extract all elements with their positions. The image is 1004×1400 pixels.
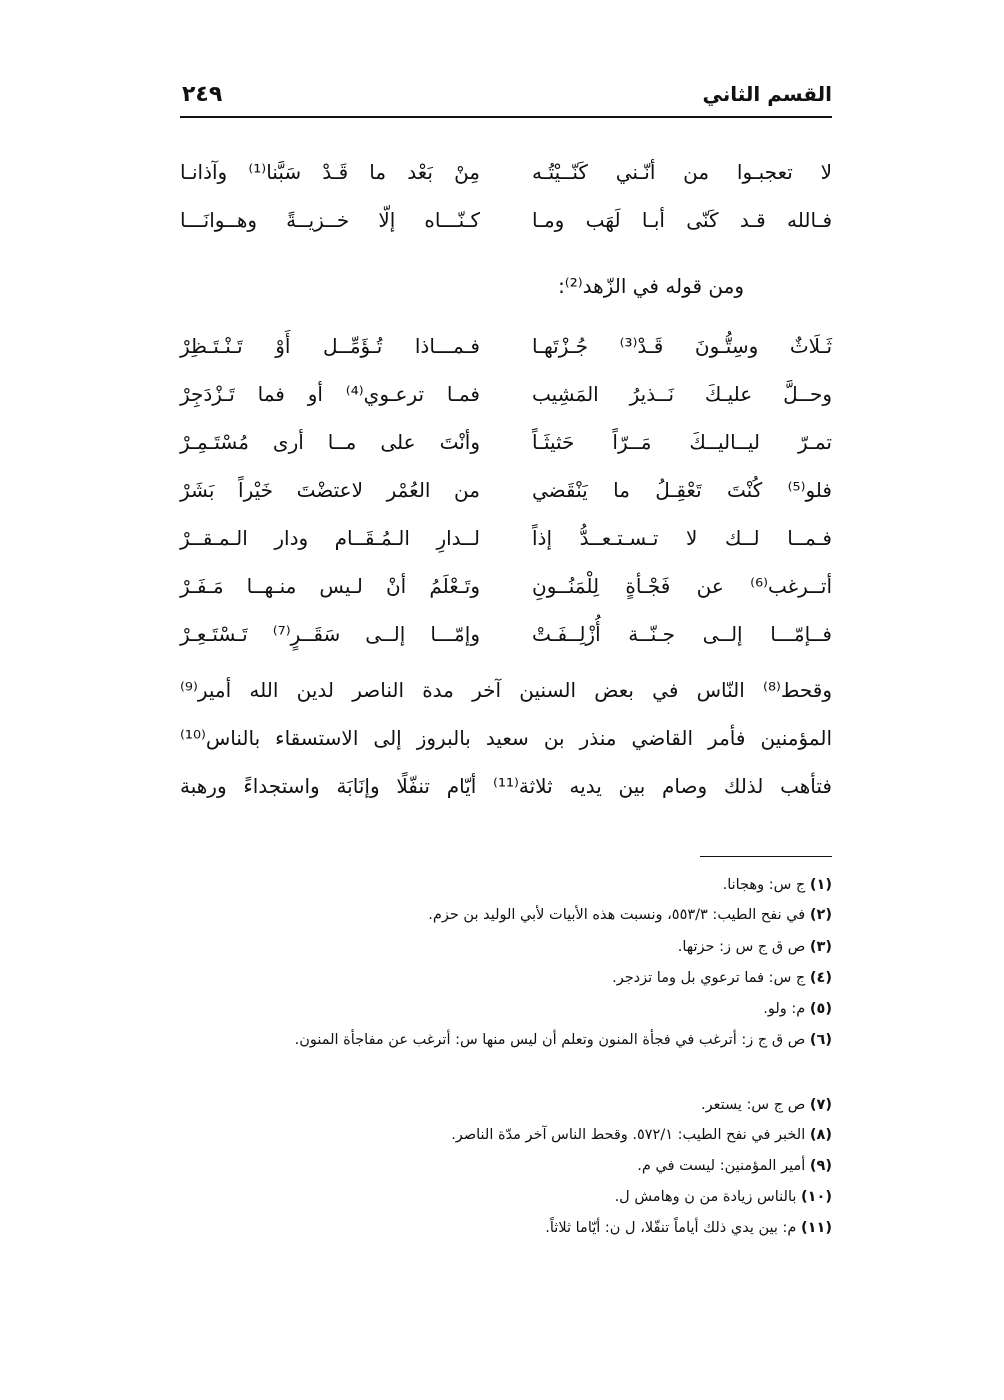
footnote-number: (٤) <box>809 970 832 986</box>
footnote <box>180 900 832 930</box>
verse-first-hemistich: فـالله قـد كَنّى أبـا لَهَب ومـا <box>532 208 832 232</box>
verse-first-hemistich: فلو⁽⁵⁾ كُنْتَ تَعْقِـلُ ما يَنْقَضي <box>532 478 832 502</box>
verse-line <box>180 150 832 194</box>
verse-second-hemistich: فـمـــاذا تُـؤَمِّــل أَوْ تَـنْـتَـظِرْ <box>180 334 480 358</box>
verse-first-hemistich: تمـرّ ليــاليــكَ مَــرّاً حَثيثَـاً <box>532 430 832 454</box>
footnote <box>180 932 832 962</box>
verse-line <box>180 468 832 512</box>
footnote-number: (٦) <box>809 1032 832 1048</box>
verse-second-hemistich: لــدارِ الـمُـقَــام ودار الـمـقــرْ <box>180 526 480 550</box>
verse-second-hemistich: وتَـعْلَمُ أنْ لـيس منـهــا مَـفَـرْ <box>180 574 480 598</box>
footnote <box>180 1120 832 1150</box>
verse-first-hemistich: ثَـلَاثٌ وسِتُّـونَ قَـدْ⁽³⁾ جُـزْتَهـا <box>532 334 833 358</box>
footnote-rule <box>700 856 832 857</box>
verse-first-hemistich: فـمــا لــك لا تـسـتـعــدُّ إذاً <box>532 526 832 550</box>
footnote-text: ص ق ج س ز: حزتها. <box>677 939 806 955</box>
footnote <box>180 1213 832 1243</box>
footnote <box>180 963 832 993</box>
footnote-text: ج س: وهجانا. <box>722 877 806 893</box>
section-title: القسم الثاني <box>702 82 832 106</box>
footnote-text: ص ج س: يستعر. <box>700 1097 806 1113</box>
verse-first-hemistich: لا تعجبـوا من أنّـني كَنّــيْتُـه <box>532 160 832 184</box>
verse-second-hemistich: وأنْتَ على مــا أرى مُسْتَـمِـرْ <box>180 430 480 454</box>
verse-second-hemistich: وإمّـــا إلــى سَقَــرٍ⁽⁷⁾ تَـسْتَـعِـرْ <box>180 622 480 646</box>
footnote <box>180 1182 832 1212</box>
prose-line: وقحط⁽⁸⁾ النّاس في بعض السنين آخر مدة الناصر لدين الله أمير⁽⁹⁾ <box>180 678 832 702</box>
footnote-number: (١٠) <box>801 1189 832 1205</box>
footnote-text: ص ق ج ز: أترغب في فجأة المنون وتعلم أن ليس منها س: أترغب عن مفاجأة المنون. <box>294 1032 806 1048</box>
footnote <box>180 994 832 1024</box>
footnote-number: (٧) <box>809 1097 832 1113</box>
running-header <box>180 78 832 112</box>
footnote-number: (٢) <box>809 907 832 923</box>
footnote-text: م: ولو. <box>763 1001 806 1017</box>
footnote-text: أمير المؤمنين: ليست في م. <box>637 1158 806 1174</box>
footnote <box>180 1090 832 1120</box>
footnote <box>180 870 832 900</box>
verse-first-hemistich: أتــرغب⁽⁶⁾ عن فَجْـأةٍ لِلْمَنُــونِ <box>532 574 832 598</box>
verse-line <box>180 372 832 416</box>
footnote-number: (٩) <box>809 1158 832 1174</box>
verse-line <box>180 612 832 656</box>
poem-intro: ومن قوله في الزّهد⁽²⁾: <box>558 274 744 298</box>
header-rule <box>180 116 832 118</box>
verse-second-hemistich: مِنْ بَعْد ما قَـدْ سَبَّنا⁽¹⁾ وآذانـا <box>180 160 481 184</box>
footnote-text: م: بين يدي ذلك أياماً تنفّلا، ل ن: أيّاما ثلاثاً. <box>545 1220 797 1236</box>
verse-second-hemistich: من العُمْر لاعتضْتَ خَيْراً بَشَرْ <box>180 478 480 502</box>
footnote-text: ج س: فما ترعوي بل وما تزدجر. <box>612 970 806 986</box>
prose-line: المؤمنين فأمر القاضي منذر بن سعيد بالبروز إلى الاستسقاء بالناس⁽¹⁰⁾ <box>180 726 832 750</box>
verse-line <box>180 420 832 464</box>
verse-second-hemistich: كـنّـــاه إلّا خــزيــةً وهــوانَـــا <box>180 208 480 232</box>
footnote-text: الخبر في نفح الطيب: ٥٧٢/١. وقحط الناس آخر مدّة الناصر. <box>451 1127 806 1143</box>
footnote-text: بالناس زيادة من ن وهامش ل. <box>614 1189 797 1205</box>
verse-first-hemistich: فــإمّـــا إلــى جـنّــة أُزْلِــفَـتْ <box>532 622 832 646</box>
prose-line: فتأهب لذلك وصام بين يديه ثلاثة⁽¹¹⁾ أيّام تنفّلًا وإنَابَة واستجداءً ورهبة <box>180 774 832 798</box>
footnote <box>180 1026 832 1054</box>
verse-line <box>180 198 832 242</box>
footnote-number: (٥) <box>809 1001 832 1017</box>
footnote <box>180 1151 832 1181</box>
footnote-text: في نفح الطيب: ٥٥٣/٣، ونسبت هذه الأبيات لأبي الوليد بن حزم. <box>428 907 806 923</box>
verse-first-hemistich: وحــلَّ عليـكَ نَــذيرُ المَشِيب <box>532 382 832 406</box>
footnote-number: (٣) <box>809 939 832 955</box>
footnote-number: (٨) <box>809 1127 832 1143</box>
verse-second-hemistich: فمـا ترعـوي⁽⁴⁾ أو فما تَـزْدَجِرْ <box>180 382 480 406</box>
verse-line <box>180 324 832 368</box>
page-number: ٢٤٩ <box>182 82 223 107</box>
verse-line <box>180 564 832 608</box>
verse-line <box>180 516 832 560</box>
footnote-number: (١) <box>809 877 832 893</box>
footnote-number: (١١) <box>801 1220 832 1236</box>
